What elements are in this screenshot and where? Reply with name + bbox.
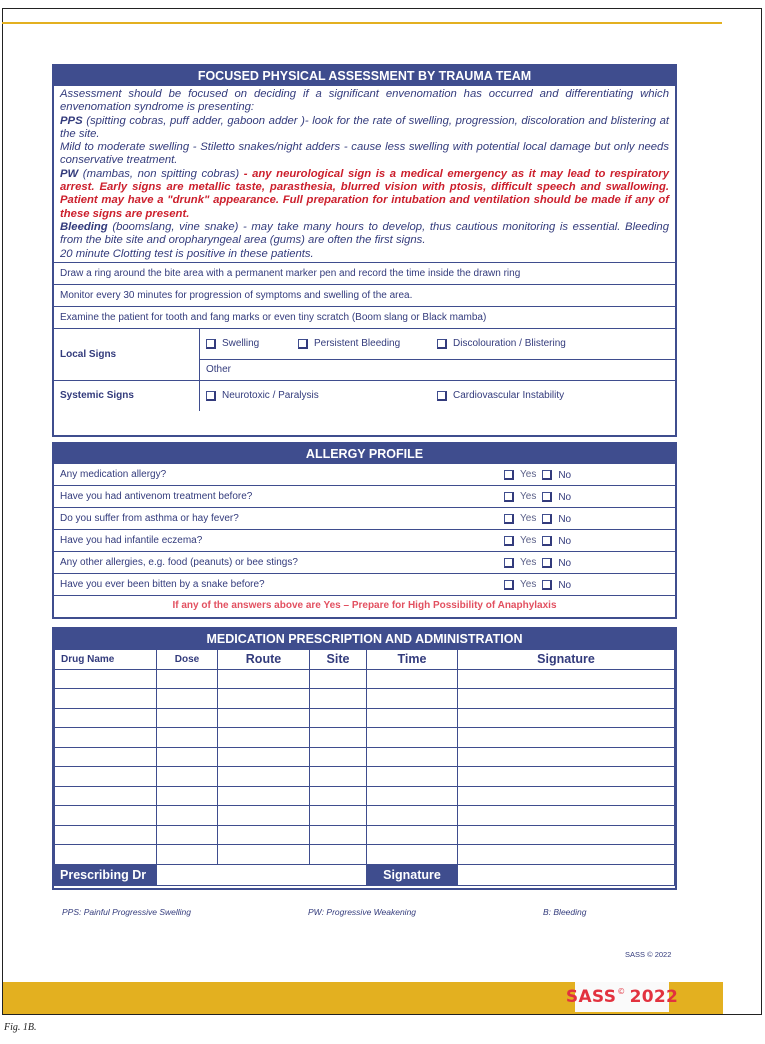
logo-sass: SASS	[565, 987, 617, 1007]
mild-swelling-text: Mild to moderate swelling - Stiletto snakes/night adders - cause less swelling with potential local damage but only needs conservative treatment.	[60, 141, 669, 167]
yes-label: Yes	[520, 513, 537, 524]
dose-cell[interactable]	[157, 747, 218, 767]
time-cell[interactable]	[367, 825, 458, 845]
route-cell[interactable]	[218, 786, 310, 806]
signature-cell[interactable]	[458, 728, 675, 748]
table-row	[55, 825, 675, 845]
site-cell[interactable]	[310, 728, 367, 748]
swelling-checkbox[interactable]	[206, 338, 298, 349]
pw-paragraph	[60, 168, 669, 221]
drug-name-cell[interactable]	[55, 689, 157, 709]
local-signs-row	[54, 329, 675, 381]
drug-name-cell[interactable]	[55, 806, 157, 826]
bleeding-label: Bleeding	[60, 220, 108, 233]
site-cell[interactable]	[310, 786, 367, 806]
table-row	[55, 806, 675, 826]
signature-cell[interactable]	[458, 845, 675, 865]
no-checkbox[interactable]	[542, 557, 571, 568]
signature-field[interactable]	[458, 864, 675, 885]
instruction-row: Monitor every 30 minutes for progression of symptoms and swelling of the area.	[54, 285, 675, 307]
yes-checkbox[interactable]	[504, 579, 542, 590]
allergy-question: Have you ever been bitten by a snake before?	[60, 579, 265, 590]
no-checkbox[interactable]	[542, 469, 571, 480]
signature-cell[interactable]	[458, 767, 675, 787]
yes-checkbox[interactable]	[504, 557, 542, 568]
checkbox-icon	[542, 580, 552, 590]
dose-cell[interactable]	[157, 669, 218, 689]
time-cell[interactable]	[367, 845, 458, 865]
dose-cell[interactable]	[157, 806, 218, 826]
dose-cell[interactable]	[157, 825, 218, 845]
copyright-icon: ©	[617, 987, 626, 996]
allergy-question: Do you suffer from asthma or hay fever?	[60, 513, 239, 524]
checkbox-icon	[504, 492, 514, 502]
allergy-question: Have you had antivenom treatment before?	[60, 491, 253, 502]
route-cell[interactable]	[218, 747, 310, 767]
route-cell[interactable]	[218, 825, 310, 845]
yes-label: Yes	[520, 579, 537, 590]
pw-text: (mambas, non spitting cobras)	[78, 167, 244, 180]
time-cell[interactable]	[367, 689, 458, 709]
checkbox-icon	[542, 558, 552, 568]
checkbox-icon	[504, 558, 514, 568]
yes-no-options	[504, 491, 571, 502]
no-checkbox[interactable]	[542, 513, 571, 524]
no-checkbox[interactable]	[542, 579, 571, 590]
site-cell[interactable]	[310, 806, 367, 826]
bleeding-paragraph	[60, 221, 669, 248]
time-cell[interactable]	[367, 767, 458, 787]
signature-cell[interactable]	[458, 747, 675, 767]
option-label: Swelling	[222, 338, 260, 350]
persistent-bleeding-checkbox[interactable]	[298, 338, 437, 349]
prescriber-row	[55, 864, 675, 885]
anaphylaxis-warning: If any of the answers above are Yes – Prepare for High Possibility of Anaphylaxis	[172, 600, 557, 611]
table-row	[55, 747, 675, 767]
allergy-question: Have you had infantile eczema?	[60, 535, 203, 546]
checkbox-icon	[504, 514, 514, 524]
no-label: No	[558, 558, 572, 569]
yes-checkbox[interactable]	[504, 535, 542, 546]
signature-cell[interactable]	[458, 825, 675, 845]
time-cell[interactable]	[367, 747, 458, 767]
signature-cell[interactable]	[458, 806, 675, 826]
figure-caption: Fig. 1B.	[4, 1022, 37, 1033]
intro-text: Assessment should be focused on deciding if a significant envenomation has occurred and differentiating which envenomation syndrome is presenting:	[60, 88, 669, 114]
checkbox-icon	[206, 339, 216, 349]
legend-pps: PPS: Painful Progressive Swelling	[62, 907, 191, 917]
allergy-question-row	[54, 530, 675, 552]
no-label: No	[558, 470, 572, 481]
drug-name-cell[interactable]	[55, 786, 157, 806]
drug-name-cell[interactable]	[55, 669, 157, 689]
systemic-signs-row	[54, 381, 675, 411]
table-row	[55, 689, 675, 709]
allergy-question-row	[54, 508, 675, 530]
drug-name-cell[interactable]	[55, 825, 157, 845]
allergy-question-row	[54, 464, 675, 486]
option-label: Discolouration / Blistering	[453, 338, 566, 350]
medication-table	[54, 649, 675, 886]
yes-no-options	[504, 513, 571, 524]
dose-cell[interactable]	[157, 728, 218, 748]
time-cell[interactable]	[367, 669, 458, 689]
checkbox-icon	[542, 470, 552, 480]
pps-paragraph	[60, 115, 669, 142]
allergy-question: Any medication allergy?	[60, 469, 167, 480]
route-cell[interactable]	[218, 845, 310, 865]
option-label: Neurotoxic / Paralysis	[222, 390, 319, 402]
column-header-drug-name: Drug Name	[55, 650, 157, 670]
other-field[interactable]	[200, 360, 675, 380]
site-cell[interactable]	[310, 845, 367, 865]
bleeding-text: (boomslang, vine snake) - may take many hours to develop, thus cautious monitoring is essential. Bleeding from the bite site and oropharyngeal area (gums) are often the first signs.	[60, 220, 669, 247]
neurotoxic-checkbox[interactable]	[206, 390, 437, 401]
dose-cell[interactable]	[157, 767, 218, 787]
dose-cell[interactable]	[157, 845, 218, 865]
route-cell[interactable]	[218, 767, 310, 787]
drug-name-cell[interactable]	[55, 747, 157, 767]
checkbox-icon	[504, 580, 514, 590]
route-cell[interactable]	[218, 806, 310, 826]
no-checkbox[interactable]	[542, 491, 571, 502]
copyright-notice: SASS © 2022	[625, 950, 672, 959]
table-row	[55, 728, 675, 748]
instruction-row: Examine the patient for tooth and fang marks or even tiny scratch (Boom slang or Black mamba)	[54, 307, 675, 329]
systemic-signs-label: Systemic Signs	[54, 381, 200, 411]
clotting-text: 20 minute Clotting test is positive in these patients.	[60, 247, 314, 260]
site-cell[interactable]	[310, 747, 367, 767]
yes-label: Yes	[520, 535, 537, 546]
legend-bleeding: B: Bleeding	[543, 907, 587, 917]
yes-no-options	[504, 535, 571, 546]
allergy-profile-section	[52, 442, 677, 619]
local-signs-label: Local Signs	[54, 329, 200, 380]
assessment-guidance	[54, 86, 675, 263]
checkbox-icon	[504, 536, 514, 546]
site-cell[interactable]	[310, 708, 367, 728]
table-header-row	[55, 650, 675, 670]
table-row	[55, 669, 675, 689]
yes-label: Yes	[520, 491, 537, 502]
allergy-question-row	[54, 486, 675, 508]
yes-label: Yes	[520, 557, 537, 568]
yes-checkbox[interactable]	[504, 513, 542, 524]
checkbox-icon	[504, 470, 514, 480]
column-header-time: Time	[367, 650, 458, 670]
column-header-signature: Signature	[458, 650, 675, 670]
yes-label: Yes	[520, 469, 537, 480]
time-cell[interactable]	[367, 708, 458, 728]
column-header-route: Route	[218, 650, 310, 670]
signature-label: Signature	[367, 864, 458, 885]
site-cell[interactable]	[310, 825, 367, 845]
dose-cell[interactable]	[157, 786, 218, 806]
table-row	[55, 786, 675, 806]
legend-pw: PW: Progressive Weakening	[308, 907, 417, 917]
checkbox-icon	[437, 391, 447, 401]
checkbox-icon	[437, 339, 447, 349]
allergy-question-row	[54, 552, 675, 574]
prescribing-dr-field[interactable]	[157, 864, 367, 885]
option-label: Persistent Bleeding	[314, 338, 401, 350]
time-cell[interactable]	[367, 806, 458, 826]
site-cell[interactable]	[310, 669, 367, 689]
section-title: MEDICATION PRESCRIPTION AND ADMINISTRATION	[54, 629, 675, 649]
logo-text	[566, 987, 678, 1007]
yes-no-options	[504, 469, 571, 480]
yes-checkbox[interactable]	[504, 469, 542, 480]
pps-label: PPS	[60, 114, 83, 127]
pps-text: (spitting cobras, puff adder, gaboon adder )- look for the rate of swelling, progression, discoloration and blistering at the site.	[60, 114, 669, 140]
no-label: No	[558, 514, 572, 525]
table-row	[55, 845, 675, 865]
physical-assessment-section	[52, 64, 677, 437]
local-signs-options	[200, 329, 675, 360]
site-cell[interactable]	[310, 767, 367, 787]
discolouration-checkbox[interactable]	[437, 338, 566, 349]
sass-logo	[565, 982, 679, 1012]
section-title: FOCUSED PHYSICAL ASSESSMENT BY TRAUMA TEAM	[54, 66, 675, 86]
checkbox-icon	[542, 492, 552, 502]
systemic-signs-options	[200, 381, 675, 411]
no-label: No	[558, 492, 572, 503]
route-cell[interactable]	[218, 728, 310, 748]
signature-cell[interactable]	[458, 708, 675, 728]
column-header-site: Site	[310, 650, 367, 670]
time-cell[interactable]	[367, 786, 458, 806]
no-checkbox[interactable]	[542, 535, 571, 546]
section-title: ALLERGY PROFILE	[54, 444, 675, 464]
yes-no-options	[504, 557, 571, 568]
logo-year: 2022	[629, 987, 679, 1007]
no-label: No	[558, 536, 572, 547]
time-cell[interactable]	[367, 728, 458, 748]
no-label: No	[558, 580, 572, 591]
drug-name-cell[interactable]	[55, 708, 157, 728]
yes-no-options	[504, 579, 571, 590]
checkbox-icon	[542, 536, 552, 546]
drug-name-cell[interactable]	[55, 767, 157, 787]
checkbox-icon	[542, 514, 552, 524]
drug-name-cell[interactable]	[55, 728, 157, 748]
signature-cell[interactable]	[458, 786, 675, 806]
route-cell[interactable]	[218, 708, 310, 728]
site-cell[interactable]	[310, 689, 367, 709]
route-cell[interactable]	[218, 689, 310, 709]
option-label: Cardiovascular Instability	[453, 390, 565, 402]
checkbox-icon	[206, 391, 216, 401]
dose-cell[interactable]	[157, 689, 218, 709]
column-header-dose: Dose	[157, 650, 218, 670]
yes-checkbox[interactable]	[504, 491, 542, 502]
cardiovascular-checkbox[interactable]	[437, 390, 564, 401]
pw-warning: - any neurological sign is a medical emergency as it may lead to respiratory arrest. Early signs are metallic taste, parasthesia, blurred vision with ptosis, difficult speech and swallowing. Patient may have a "drunk" appearance. Full preparation for intubation and ventilation should be made if any of these signs are present.	[60, 167, 669, 220]
route-cell[interactable]	[218, 669, 310, 689]
prescribing-dr-label: Prescribing Dr	[55, 864, 157, 885]
medication-section	[52, 627, 677, 890]
other-label: Other	[206, 364, 232, 376]
instruction-row: Draw a ring around the bite area with a permanent marker pen and record the time inside the drawn ring	[54, 263, 675, 285]
allergy-question: Any other allergies, e.g. food (peanuts) or bee stings?	[60, 557, 298, 568]
pw-label: PW	[60, 167, 79, 180]
signature-cell[interactable]	[458, 689, 675, 709]
dose-cell[interactable]	[157, 708, 218, 728]
allergy-question-row	[54, 574, 675, 596]
table-row	[55, 767, 675, 787]
top-rule-divider	[2, 22, 722, 24]
checkbox-icon	[298, 339, 308, 349]
drug-name-cell[interactable]	[55, 845, 157, 865]
signature-cell[interactable]	[458, 669, 675, 689]
table-row	[55, 708, 675, 728]
